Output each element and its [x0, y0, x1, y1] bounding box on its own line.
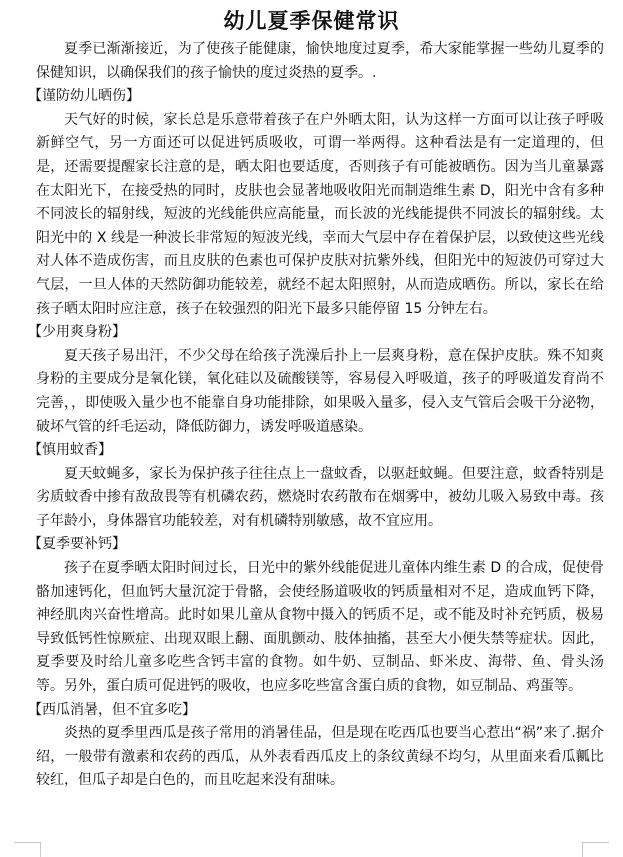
crop-mark-bottom-left [14, 842, 41, 857]
section-text-sunburn: 天气好的时候，家长总是乐意带着孩子在户外晒太阳，认为这样一方面可以让孩子呼吸新鲜空气，另一方面还可以促进钙质吸收，可谓一举两得。这种看法是有一定道理的，但是，还需要提醒家长注意的是，晒太阳也要适度，否则孩子有可能被晒伤。因为当儿童暴露在太阳光下，在接受热的同时，皮肤也会显著地吸收阳光而制造维生素 D，阳光中含有多种不同波长的辐射线，短波的光线能供应高能量，而长波的光线能提供不同波长的辐射线。太阳光中的 X 线是一种波长非常短的短波光线，幸而大气层中存在着保护层，以致使这些光线对人体不造成伤害，而且皮肤的色素也可保护皮肤对抗紫外线，但阳光中的短波仍可穿过大气层，一旦人体的天然防御功能较差，就经不起太阳照射，从而造成晒伤。所以，家长在给孩子晒太阳时应注意，孩子在较强烈的阳光下最多只能停留 15 分钟左右。 [36, 111, 604, 317]
section-heading-calcium: 【夏季要补钙】 [28, 536, 126, 553]
section-heading-mosquito-coil: 【慎用蚊香】 [28, 442, 112, 459]
section-heading-sunburn: 【谨防幼儿晒伤】 [28, 88, 140, 105]
section-text-talcum-powder: 夏天孩子易出汗，不少父母在给孩子洗澡后扑上一层爽身粉，意在保护皮肤。殊不知爽身粉的主要成分是氧化镁，氧化硅以及硫酸镁等，容易侵入呼吸道，孩子的呼吸道发育尚不完善，，即使吸入量少也不能靠自身功能排除，如果吸入量多，侵入支气管后会吸干分泌物，破坏气管的纤毛运动，降低防御力，诱发呼吸道感染。 [36, 347, 604, 435]
section-text-calcium: 孩子在夏季晒太阳时间过长，日光中的紫外线能促进儿童体内维生素 D 的合成，促使骨骼加速钙化，但血钙大量沉淀于骨骼，会使经肠道吸收的钙质量相对不足，造成血钙下降，神经肌肉兴奋性增高。此时如果儿童从食物中摄入的钙质不足，或不能及时补充钙质，极易导致低钙性惊厥症、出现双眼上翻、面肌颤动、肢体抽搐，甚至大小便失禁等症状。因此，夏季要及时给儿童多吃些含钙丰富的食物。如牛奶、豆制品、虾米皮、海带、鱼、骨头汤等。另外，蛋白质可促进钙的吸收，也应多吃些富含蛋白质的食物，如豆制品、鸡蛋等。 [36, 560, 604, 695]
section-heading-watermelon: 【西瓜消暑，但不宜多吃】 [28, 701, 196, 718]
document-body [28, 38, 604, 793]
section-text-watermelon: 炎热的夏季里西瓜是孩子常用的消暑佳品，但是现在吃西瓜也要当心惹出“祸”来了.据介绍，一般带有激素和农药的西瓜，从外表看西瓜皮上的条纹黄绿不均匀，从里面来看瓜瓤比较红，但瓜子却是白色的，而且吃起来没有甜味。 [36, 725, 604, 789]
intro-paragraph: 夏季已渐渐接近，为了使孩子能健康，愉快地度过夏季，希大家能掌握一些幼儿夏季的保健知识，以确保我们的孩子愉快的度过炎热的夏季。. [36, 41, 604, 81]
crop-mark-bottom-right [582, 842, 609, 857]
section-text-mosquito-coil: 夏天蚊蝇多，家长为保护孩子往往点上一盘蚊香，以驱赶蚊蝇。但要注意，蚊香特别是劣质蚊香中掺有敌敌畏等有机磷农药，燃烧时农药散布在烟雾中，被幼儿吸入易致中毒。孩子年龄小，身体器官功能较差，对有机磷特别敏感，故不宜应用。 [36, 465, 604, 529]
page-title: 幼儿夏季保健常识 [223, 8, 400, 33]
section-heading-talcum-powder: 【少用爽身粉】 [28, 324, 126, 341]
